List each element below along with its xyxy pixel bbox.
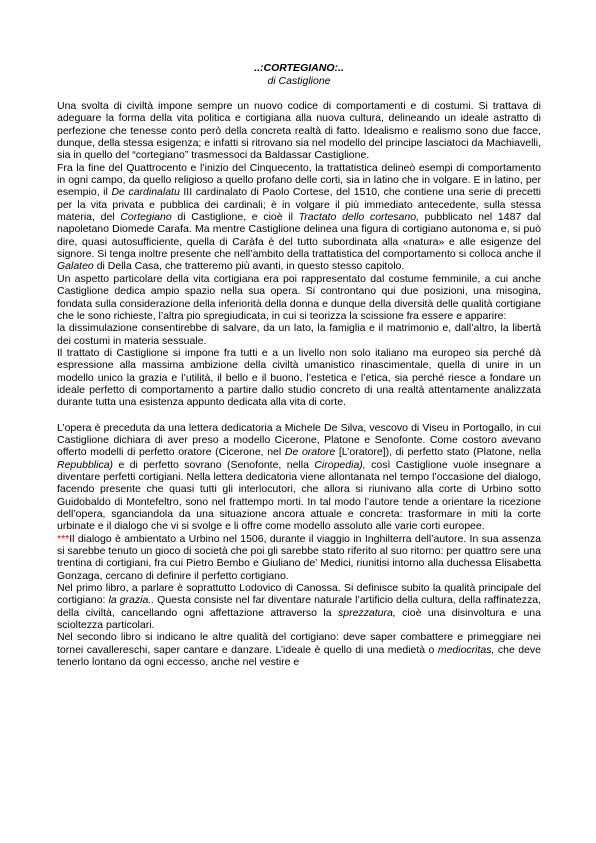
asterisk-marker: *** — [57, 532, 70, 545]
italic-title: Cortegiano — [120, 211, 172, 224]
paragraph-dialogo — [57, 533, 541, 582]
paragraph-dissimulazione: la dissimulazione consentirebbe di salvare, da un lato, la famiglia e il matrimonio e, dall’altro, la libertà dei costumi in materia sessuale. — [57, 322, 541, 347]
text-run: III cardinalato di Paolo Cortese, del 1510, che contiene una serie di precetti per la vita privata e pubblica dei cardinali; è in volgare il più immediato antecedente, sulla stessa materia, del — [57, 186, 541, 224]
italic-term: la grazia.. — [108, 594, 155, 607]
paragraph-trattato: Il trattato di Castiglione si impone fra tutti e a un livello non solo italiano ma europeo sia perché dà espressione alla massima ambizione della civiltà umanistico rinascimentale, quella di unire in un modello unico la grazia e l’utilità, il bello e il buono, l’estetica e l’etica, sia perché riesce a fondare un ideale perfetto di comportamento a partire dallo studio concreto di una realtà attentamente analizzata durante tutta una esistenza appunto dedicata alla vita di corte. — [57, 346, 541, 409]
paragraph-costume-femminile: Un aspetto particolare della vita cortigiana era poi rappresentato dal costume femminile, a cui anche Castiglione dedica ampio spazio nella sua opera. Si controntano qui due posizioni, una misogina, fondata sulla considerazione della inferiorità della donna e dunque della diversità delle qualità cortigiane che le sono richieste, l’altra pio spregiudicata, in cui si teorizza la scissione fra essere e apparire: — [57, 272, 541, 322]
text-run: pubblicato nel 1487 dal napoletano Diomede Carafa. Ma mentre Castiglione delinea una figura di cortigiano autonoma e, si può dire, quasi autosufficiente, quella di Caràfa è del tutto subordinata alla «natura» e alle esigenze del signore. Si tenga inoltre presente che nell’ambito della trattatistica del comportamento si colloca anche il — [57, 211, 541, 261]
text-run: Fra la fine del Quattrocento e l’inizio del Cinquecento, la trattatistica delineò esempi di comportamento in ogni campo, da quello religioso a quello profano delle corti, sia in latino che in volgare. E in latino, per esempio, il — [57, 161, 541, 199]
paragraph-secondo-libro — [57, 631, 541, 668]
document-title: ..:CORTEGIANO:.. — [254, 62, 344, 74]
paragraph-primo-libro — [57, 582, 541, 631]
text-run: così Castiglione vuole insegnare a diventare perfetti cortigiani. Nella lettera dedicatoria viene allontanata nel tempo l’occasione del dialogo, facendo presente che quasi tutti gli interlocutori, che allora si riunivano alla corte di Urbino sotto Guidobaldo di Montefeltro, sono nel frattempo morti. In tal modo l’autore tende a orientare la ricezione dell’opera, sganciandola da una situazione ancora attuale e concreta: trasformare in miti la corte urbinate e il dialogo che vi si svolge e li offre come modello assoluto alle varie corti europee. — [57, 458, 541, 533]
italic-title: Galateo — [57, 260, 94, 273]
text-run: di Della Casa, che tratteremo più avanti, in questo stesso capitolo. — [93, 260, 405, 273]
text-run: Il dialogo è ambientato a Urbino nel 1506, durante il viaggio in Inghilterra dell’autore. In sua assenza si sarebbe tenuto un gioco di società che poi gli sarebbe stato riferito al suo ritorno: per quattro sere una trentina di cortigiani, fra cui Pietro Bembo e Giuliano de’ Medici, riunitisi intorno alla duchessa Elisabetta Gonzaga, cercano di definire il perfetto cortigiano. — [57, 532, 541, 582]
italic-title: Ciropedia), — [314, 458, 366, 471]
italic-term: sprezzatura, — [337, 606, 396, 619]
text-run: Nel primo libro, a parlare è soprattutto Lodovico di Canossa. Si definisce subito la qualità principale del cortigiano: — [57, 582, 541, 607]
text-run: L’opera è preceduta da una lettera dedicatoria a Michele De Silva, vescovo di Viseu in Portogallo, in cui Castiglione dichiara di aver preso a modello Cicerone, Platone e Senofonte. Come costoro avevano offerto modelli di perfetto oratore (Cicerone, nel — [57, 421, 541, 459]
italic-term: mediocritas, — [437, 643, 495, 656]
text-run: cioè una disinvoltura e una scioltezza particolari. — [57, 606, 541, 632]
italic-title: Tractato dello cortesano, — [298, 211, 419, 224]
text-run: che deve tenerlo lontano da ogni eccesso, anche nel vestire e — [57, 643, 541, 669]
italic-title: Repubblica) — [57, 458, 114, 471]
paragraph-lettera-dedicatoria — [57, 422, 541, 533]
document-page — [57, 62, 541, 668]
document-subtitle: di Castiglione — [267, 75, 331, 87]
text-run: e di perfetto sovrano (Senofonte, nella — [113, 458, 315, 471]
text-run: Nel secondo libro si indicano le altre qualità del cortigiano: deve saper combattere e primeggiare nei tornei cavallereschi, saper cantare e danzare. L’ideale è quello di una medietà o — [57, 631, 541, 656]
italic-title: De cardinalatu — [111, 186, 180, 199]
italic-title: De oratore — [284, 446, 336, 459]
text-run: di Castiglione, e cioè il — [171, 211, 299, 224]
spacer — [57, 409, 541, 422]
text-run: Questa consiste nel far diventare naturale l’artificio della cultura, della raffinatezza, della civiltà, cancellando ogni affettazione attraverso la — [57, 594, 541, 619]
spacer — [57, 88, 541, 100]
text-run: [L’oratore]), di perfetto stato (Platone, nella — [335, 446, 541, 459]
paragraph-intro: Una svolta di civiltà impone sempre un nuovo codice di comportamenti e di costumi. Si trattava di adeguare la forma della vita politica e cortigiana alla nuova cultura, delineando un ideale astratto di perfezione che tenesse conto però della concreta realtà di fatto. Idealismo e realismo sono due facce, dunque, della stessa esigenza; e infatti si ritrovano sia nel modello del principe lasciatoci da Machiavelli, sia in quello del “cortegiano” trasmessoci da Baldassar Castiglione. — [57, 100, 541, 162]
paragraph-trattatistica — [57, 162, 541, 273]
